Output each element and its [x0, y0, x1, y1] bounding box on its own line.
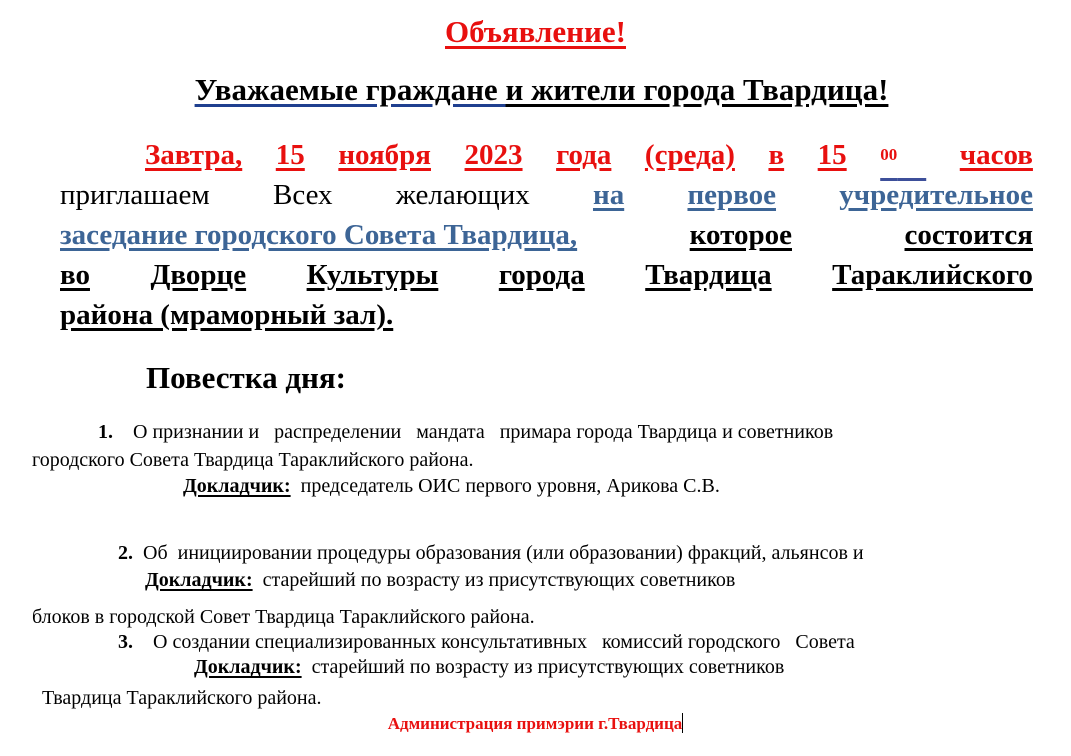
agenda-item-line-1 — [32, 418, 1002, 446]
greeting-heading — [0, 72, 1071, 108]
agenda-item-line-2: городского Совета Твардица Тараклийского района. — [32, 449, 474, 471]
venue-word: города — [498, 259, 585, 291]
agenda-item-1 — [32, 418, 1002, 474]
invite-word: приглашаем — [60, 179, 210, 211]
reporter-name: старейший по возрасту из присутствующих советников — [311, 656, 785, 678]
invitation-line-4 — [60, 255, 1033, 295]
event-name: заседание городского Совета Твардица, — [60, 219, 578, 251]
item-number: 3. — [118, 631, 133, 653]
signature-footer — [0, 713, 1071, 734]
venue-word: состоится — [904, 219, 1033, 251]
venue-word: которое — [689, 219, 792, 251]
invite-word: желающих — [395, 179, 530, 211]
footer-text: Администрация примэрии г.Твардица — [387, 714, 683, 733]
time-unit: часов — [959, 139, 1033, 171]
date-word: ноября — [338, 139, 431, 171]
reporter-1 — [183, 475, 720, 498]
time-minutes — [880, 135, 926, 175]
reporter-name: председатель ОИС первого уровня, Арикова С.В. — [300, 475, 720, 497]
invite-word: Всех — [273, 179, 333, 211]
venue-word: во — [60, 259, 90, 291]
date-word: года — [556, 139, 612, 171]
event-word: на — [592, 179, 625, 211]
reporter-label: Докладчик: — [183, 475, 291, 497]
agenda-heading: Повестка дня: — [146, 360, 346, 395]
venue-hall: района (мраморный зал). — [60, 299, 394, 331]
item-text: О создании специализированных консультативных комиссий городского Совета — [153, 631, 855, 653]
agenda-item-line-2: Твардица Тараклийского района. — [42, 687, 322, 709]
time-minutes-text: 00 — [880, 145, 898, 164]
announcement-title — [0, 14, 1071, 50]
date-word: 2023 — [464, 139, 523, 171]
invitation-line-5 — [60, 295, 1033, 335]
reporter-2 — [145, 569, 735, 592]
date-word: в — [768, 139, 785, 171]
item-text: О признании и распределении мандата примара города Твардица и советников — [133, 421, 834, 443]
text-cursor — [682, 713, 683, 733]
date-word: Завтра, — [145, 139, 243, 171]
item-number: 1. — [98, 421, 113, 443]
agenda-item-line-2: блоков в городской Совет Твардица Тараклийского района. — [32, 606, 535, 628]
greeting-part-2: и жители города Твардица! — [505, 72, 889, 107]
reporter-label: Докладчик: — [194, 656, 302, 678]
item-number: 2. — [118, 542, 133, 564]
reporter-label: Докладчик: — [145, 569, 253, 591]
venue-word: Дворце — [150, 259, 247, 291]
venue-word: Культуры — [306, 259, 439, 291]
greeting-part-1: Уважаемые граждане — [194, 72, 506, 107]
reporter-3 — [194, 656, 784, 679]
invitation-line-3 — [60, 215, 1033, 255]
time-hour: 15 — [817, 139, 847, 171]
venue-word: Твардица — [645, 259, 772, 291]
item-text: Об инициировании процедуры образования (или образовании) фракций, альянсов и — [143, 542, 864, 564]
date-word: (среда) — [644, 139, 735, 171]
reporter-name: старейший по возрасту из присутствующих советников — [262, 569, 736, 591]
date-word: 15 — [275, 139, 305, 171]
invitation-paragraph — [60, 135, 1033, 335]
venue-word: Тараклийского — [832, 259, 1033, 291]
event-word: первое — [687, 179, 777, 211]
invitation-line-1 — [60, 135, 1033, 175]
invitation-line-2 — [60, 175, 1033, 215]
event-word: учредительное — [839, 179, 1033, 211]
title-text: Объявление! — [445, 14, 626, 49]
